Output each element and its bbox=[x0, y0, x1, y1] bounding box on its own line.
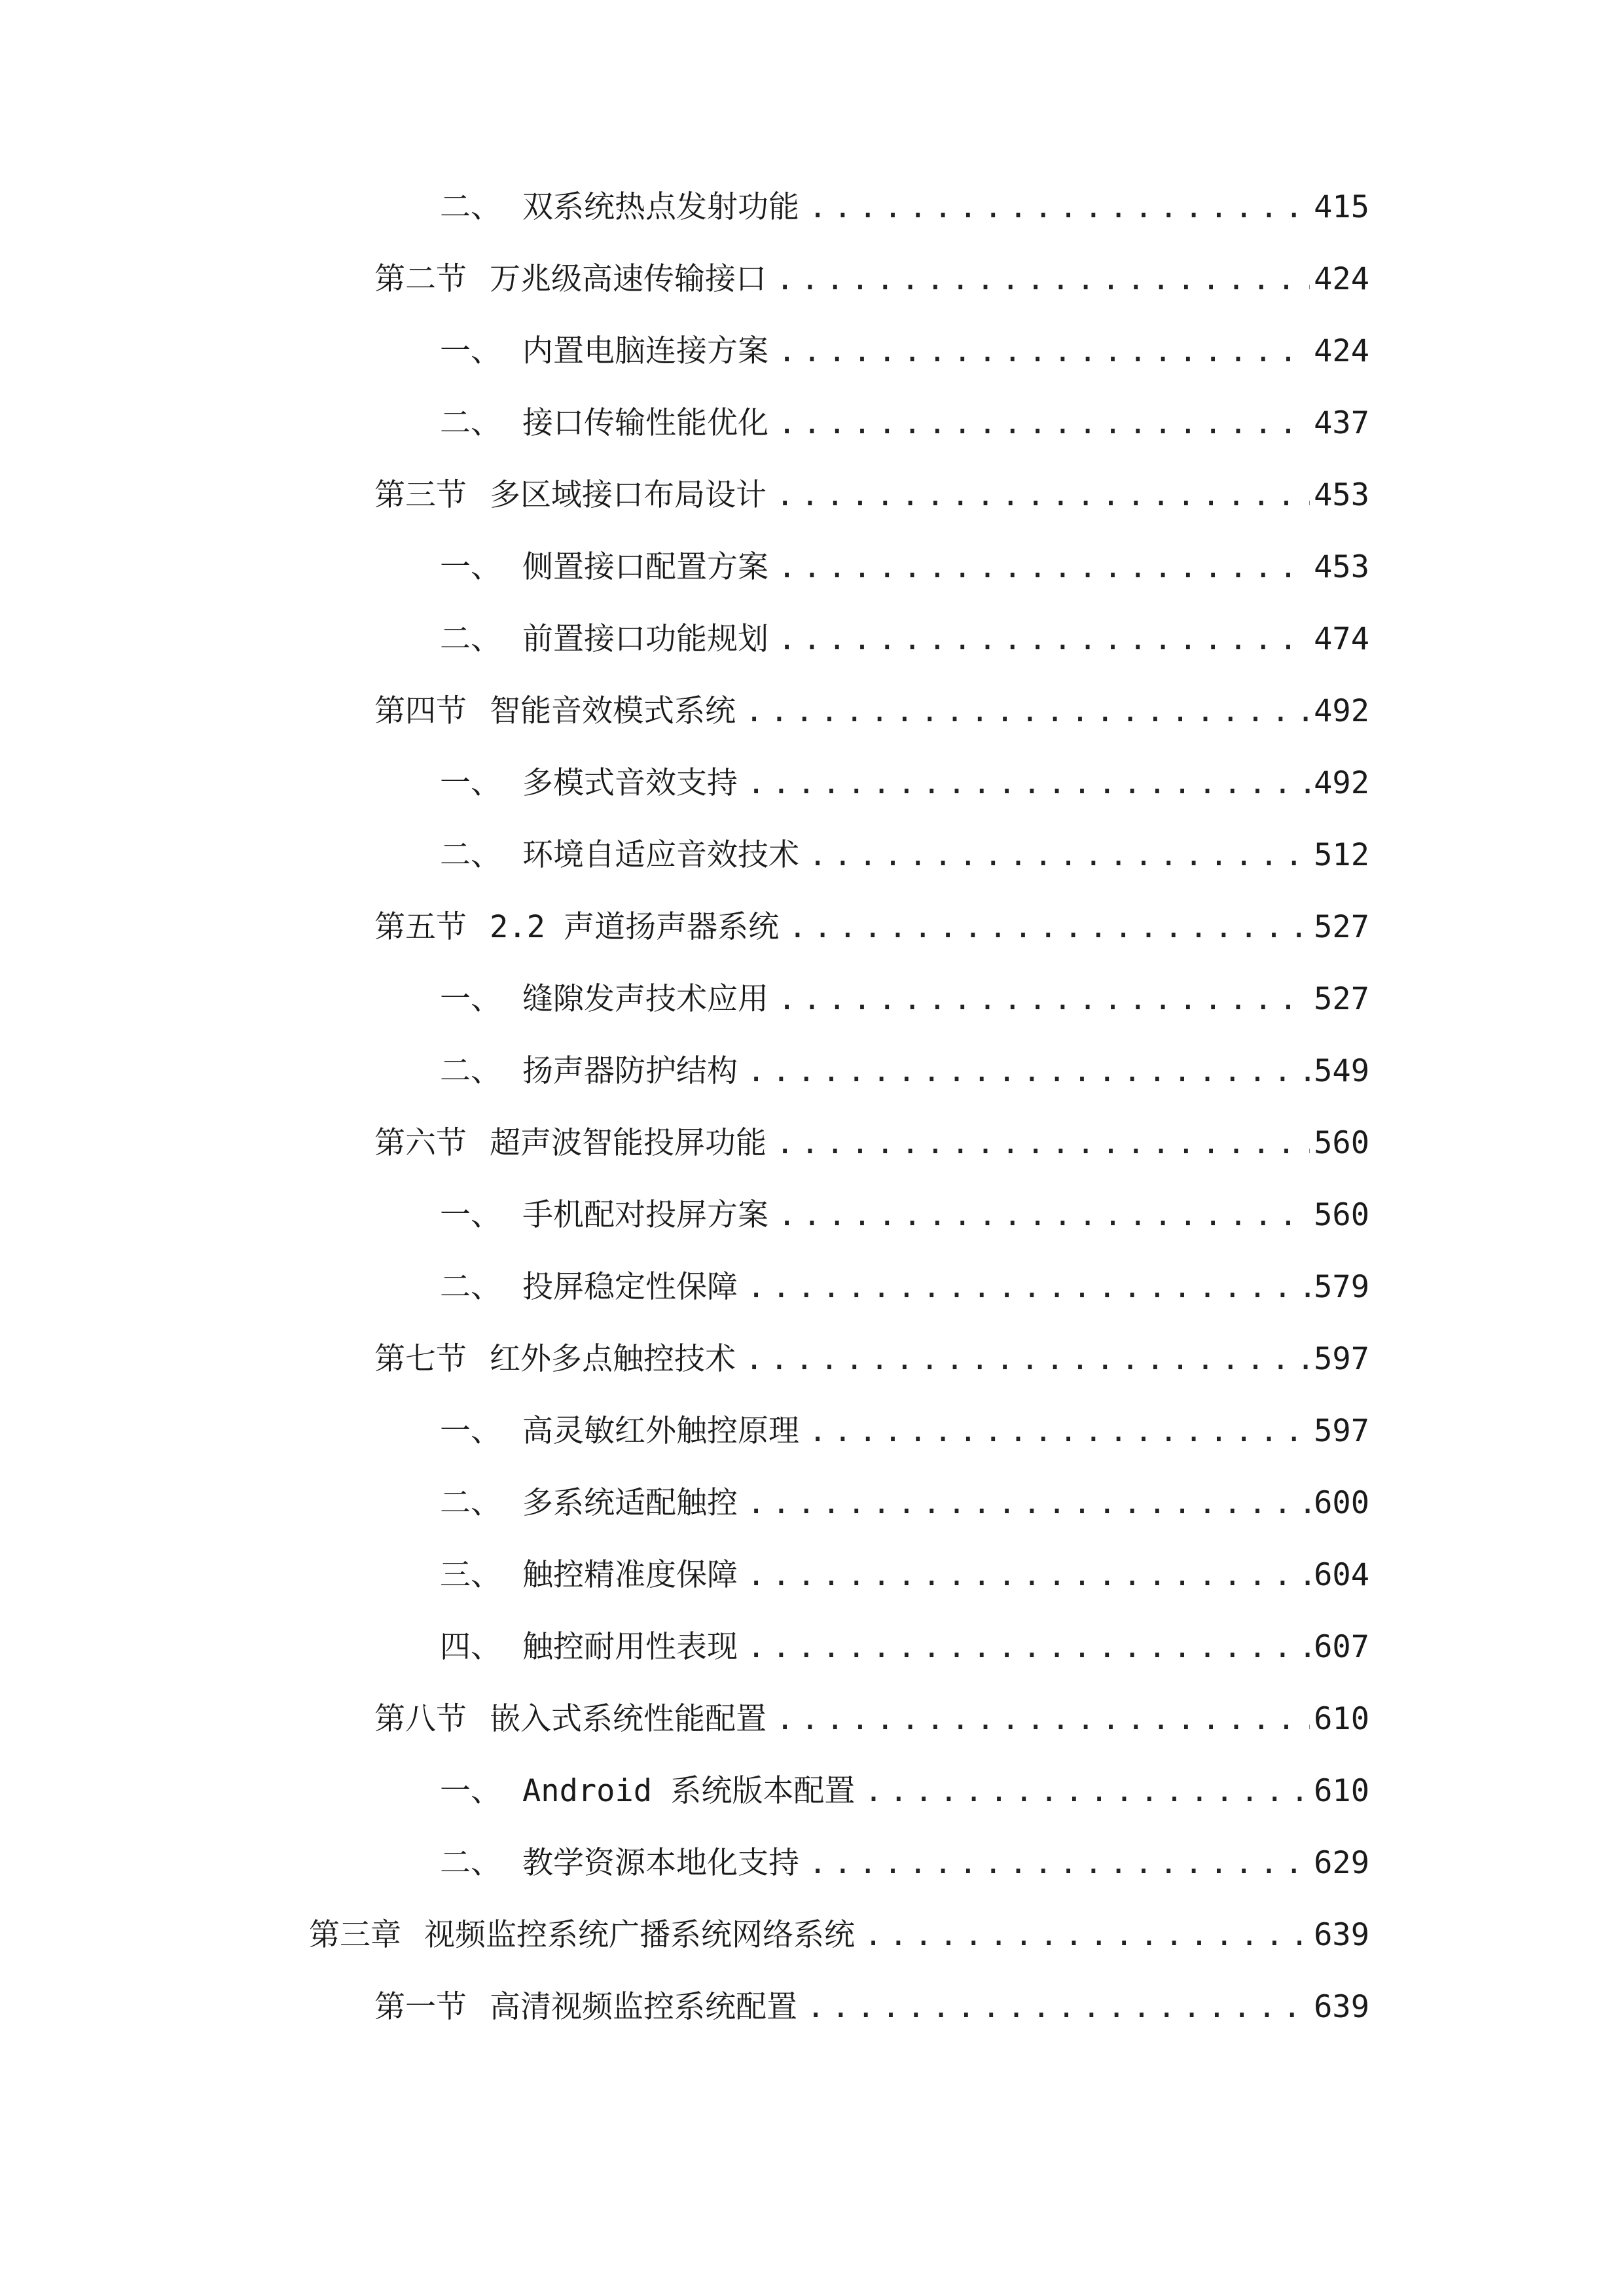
toc-entry-page: 527 bbox=[1314, 909, 1369, 945]
toc-entry-number: 二、 bbox=[440, 837, 501, 873]
toc-entry[interactable] bbox=[440, 185, 1369, 230]
toc-entry-title: 触控耐用性表现 bbox=[522, 1629, 738, 1665]
toc-entry[interactable] bbox=[374, 689, 1369, 734]
toc-entry-title: 手机配对投屏方案 bbox=[522, 1197, 768, 1233]
toc-entry[interactable] bbox=[309, 1912, 1369, 1958]
toc-leader-dots bbox=[808, 1408, 1310, 1454]
toc-entry-title: 接口传输性能优化 bbox=[522, 405, 768, 441]
toc-entry-page: 597 bbox=[1314, 1341, 1369, 1377]
toc-entry-page: 424 bbox=[1314, 261, 1369, 297]
toc-entry-title: 红外多点触控技术 bbox=[490, 1341, 736, 1377]
toc-entry-title: 多模式音效支持 bbox=[522, 765, 738, 801]
toc-entry-title: 超声波智能投屏功能 bbox=[490, 1125, 767, 1161]
toc-entry[interactable] bbox=[440, 1840, 1369, 1886]
toc-entry-page: 492 bbox=[1314, 693, 1369, 729]
toc-leader-dots bbox=[778, 329, 1310, 374]
toc-entry[interactable] bbox=[440, 833, 1369, 878]
toc-entry[interactable] bbox=[440, 1480, 1369, 1526]
toc-entry[interactable] bbox=[374, 1696, 1369, 1742]
toc-entry-page: 437 bbox=[1314, 405, 1369, 441]
toc-entry-title: 教学资源本地化支持 bbox=[522, 1845, 799, 1881]
toc-entry-page: 639 bbox=[1314, 1989, 1369, 2025]
toc-entry[interactable] bbox=[374, 1984, 1369, 2030]
toc-entry-page: 597 bbox=[1314, 1413, 1369, 1449]
toc-entry-number: 第六节 bbox=[374, 1125, 467, 1161]
toc-leader-dots bbox=[778, 545, 1310, 590]
toc-entry-title: 缝隙发声技术应用 bbox=[522, 981, 768, 1017]
toc-entry-number: 第二节 bbox=[374, 261, 467, 297]
toc-entry-number: 一、 bbox=[440, 549, 501, 585]
toc-entry-page: 424 bbox=[1314, 333, 1369, 369]
toc-leader-dots bbox=[747, 761, 1310, 806]
toc-leader-dots bbox=[747, 1480, 1310, 1526]
toc-entry-page: 560 bbox=[1314, 1197, 1369, 1233]
toc-entry[interactable] bbox=[440, 1552, 1369, 1598]
toc-leader-dots bbox=[747, 1552, 1310, 1598]
toc-entry-number: 三、 bbox=[440, 1557, 501, 1593]
toc-entry[interactable] bbox=[374, 1121, 1369, 1166]
toc-entry[interactable] bbox=[440, 1049, 1369, 1094]
toc-entry-page: 610 bbox=[1314, 1773, 1369, 1809]
toc-entry[interactable] bbox=[440, 617, 1369, 662]
toc-entry-number: 一、 bbox=[440, 1197, 501, 1233]
toc-leader-dots bbox=[864, 1768, 1310, 1814]
toc-leader-dots bbox=[747, 1265, 1310, 1310]
toc-entry[interactable] bbox=[440, 329, 1369, 374]
toc-entry-title: 双系统热点发射功能 bbox=[522, 189, 799, 225]
toc-leader-dots bbox=[778, 401, 1310, 446]
toc-leader-dots bbox=[776, 257, 1310, 302]
toc-leader-dots bbox=[808, 185, 1310, 230]
toc-entry-page: 639 bbox=[1314, 1917, 1369, 1953]
toc-entry[interactable] bbox=[440, 977, 1369, 1022]
toc-entry-title: 内置电脑连接方案 bbox=[522, 333, 768, 369]
toc-entry-title: 侧置接口配置方案 bbox=[522, 549, 768, 585]
toc-leader-dots bbox=[864, 1912, 1310, 1958]
toc-entry-page: 600 bbox=[1314, 1485, 1369, 1521]
toc-entry-number: 第八节 bbox=[374, 1701, 467, 1737]
toc-entry-page: 453 bbox=[1314, 549, 1369, 585]
toc-entry-number: 二、 bbox=[440, 621, 501, 657]
toc-entry-page: 549 bbox=[1314, 1053, 1369, 1089]
toc-entry-page: 512 bbox=[1314, 837, 1369, 873]
toc-entry-number: 二、 bbox=[440, 405, 501, 441]
toc-entry-number: 四、 bbox=[440, 1629, 501, 1665]
toc-entry-number: 第七节 bbox=[374, 1341, 467, 1377]
toc-entry-number: 一、 bbox=[440, 981, 501, 1017]
toc-leader-dots bbox=[747, 1624, 1310, 1670]
toc-entry-number: 第三节 bbox=[374, 477, 467, 513]
toc-entry-page: 610 bbox=[1314, 1701, 1369, 1737]
toc-entry-title: 环境自适应音效技术 bbox=[522, 837, 799, 873]
toc-leader-dots bbox=[778, 977, 1310, 1022]
toc-entry-number: 二、 bbox=[440, 1269, 501, 1305]
toc-entry-page: 629 bbox=[1314, 1845, 1369, 1881]
toc-entry[interactable] bbox=[374, 1336, 1369, 1382]
toc-entry-number: 第五节 bbox=[374, 909, 467, 945]
toc-entry[interactable] bbox=[374, 473, 1369, 518]
toc-entry-number: 第三章 bbox=[309, 1917, 401, 1953]
toc-leader-dots bbox=[778, 1193, 1310, 1238]
toc-entry-title: 高灵敏红外触控原理 bbox=[522, 1413, 799, 1449]
toc-entry-title: 嵌入式系统性能配置 bbox=[490, 1701, 767, 1737]
toc-leader-dots bbox=[747, 1049, 1310, 1094]
toc-leader-dots bbox=[745, 689, 1310, 734]
toc-entry-title: Android 系统版本配置 bbox=[522, 1773, 856, 1809]
toc-entry[interactable] bbox=[440, 761, 1369, 806]
toc-leader-dots bbox=[808, 1840, 1310, 1886]
toc-entry-number: 第一节 bbox=[374, 1989, 467, 2025]
toc-entry-page: 560 bbox=[1314, 1125, 1369, 1161]
toc-entry-title: 多系统适配触控 bbox=[522, 1485, 738, 1521]
toc-entry-number: 一、 bbox=[440, 333, 501, 369]
toc-entry-title: 前置接口功能规划 bbox=[522, 621, 768, 657]
toc-leader-dots bbox=[776, 473, 1310, 518]
toc-entry-page: 604 bbox=[1314, 1557, 1369, 1593]
toc-entry-number: 二、 bbox=[440, 189, 501, 225]
toc-entry-number: 二、 bbox=[440, 1053, 501, 1089]
toc-leader-dots bbox=[778, 617, 1310, 662]
toc-leader-dots bbox=[745, 1336, 1310, 1382]
toc-entry-title: 高清视频监控系统配置 bbox=[490, 1989, 797, 2025]
toc-entry-number: 二、 bbox=[440, 1485, 501, 1521]
toc-entry-page: 579 bbox=[1314, 1269, 1369, 1305]
toc-entry-page: 474 bbox=[1314, 621, 1369, 657]
toc-entry-title: 投屏稳定性保障 bbox=[522, 1269, 738, 1305]
toc-entry-title: 2.2 声道扬声器系统 bbox=[490, 909, 780, 945]
toc-entry-page: 527 bbox=[1314, 981, 1369, 1017]
toc-leader-dots bbox=[788, 905, 1310, 950]
toc-entry[interactable] bbox=[440, 1265, 1369, 1310]
toc-entry-page: 607 bbox=[1314, 1629, 1369, 1665]
toc-entry[interactable] bbox=[440, 1408, 1369, 1454]
toc-entry-number: 第四节 bbox=[374, 693, 467, 729]
toc-entry-page: 492 bbox=[1314, 765, 1369, 801]
toc-entry-page: 453 bbox=[1314, 477, 1369, 513]
toc-entry-title: 多区域接口布局设计 bbox=[490, 477, 767, 513]
toc-entry-title: 智能音效模式系统 bbox=[490, 693, 736, 729]
toc-entry[interactable] bbox=[440, 401, 1369, 446]
toc-entry-number: 二、 bbox=[440, 1845, 501, 1881]
toc-entry-number: 一、 bbox=[440, 1773, 501, 1809]
toc-entry-number: 一、 bbox=[440, 765, 501, 801]
toc-entry[interactable] bbox=[440, 1624, 1369, 1670]
toc-entry[interactable] bbox=[374, 257, 1369, 302]
toc-entry[interactable] bbox=[374, 905, 1369, 950]
toc-entry-title: 触控精准度保障 bbox=[522, 1557, 738, 1593]
toc-entry[interactable] bbox=[440, 1193, 1369, 1238]
toc-entry-title: 扬声器防护结构 bbox=[522, 1053, 738, 1089]
toc-leader-dots bbox=[808, 833, 1310, 878]
toc-leader-dots bbox=[776, 1121, 1310, 1166]
toc-leader-dots bbox=[806, 1984, 1310, 2030]
toc-entry-number: 一、 bbox=[440, 1413, 501, 1449]
toc-entry-title: 万兆级高速传输接口 bbox=[490, 261, 767, 297]
toc-entry-page: 415 bbox=[1314, 189, 1369, 225]
toc-entry[interactable] bbox=[440, 545, 1369, 590]
toc-entry[interactable] bbox=[440, 1768, 1369, 1814]
toc-leader-dots bbox=[776, 1696, 1310, 1742]
toc-entry-title: 视频监控系统广播系统网络系统 bbox=[424, 1917, 855, 1953]
